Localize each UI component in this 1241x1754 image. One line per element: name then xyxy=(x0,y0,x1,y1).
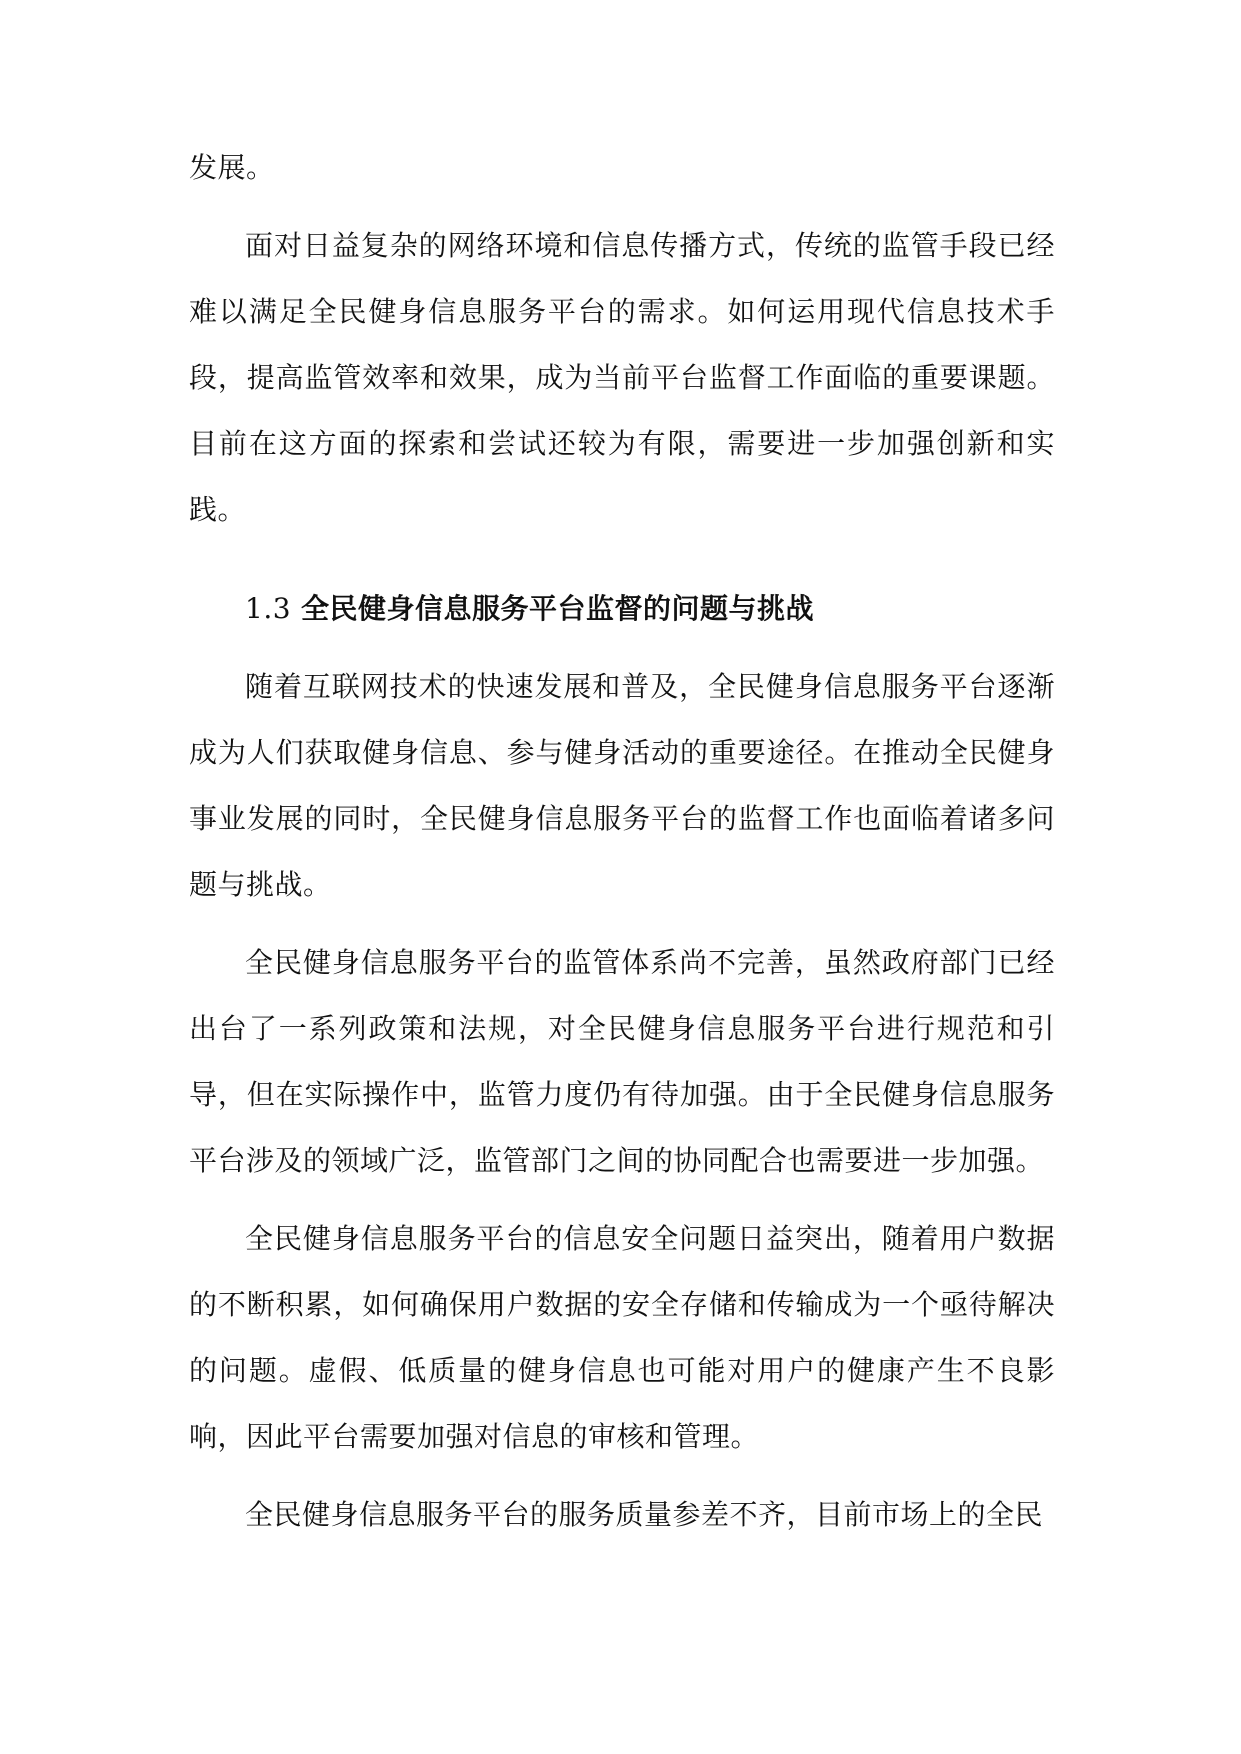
paragraph: 随着互联网技术的快速发展和普及，全民健身信息服务平台逐渐成为人们获取健身信息、参与健身活动的重要途径。在推动全民健身事业发展的同时，全民健身信息服务平台的监督工作也面临着诸多问题与挑战。 xyxy=(189,670,1055,901)
paragraph: 全民健身信息服务平台的监管体系尚不完善，虽然政府部门已经出台了一系列政策和法规，对全民健身信息服务平台进行规范和引导，但在实际操作中，监管力度仍有待加强。由于全民健身信息服务平台涉及的领域广泛，监管部门之间的协同配合也需要进一步加强。 xyxy=(189,946,1055,1177)
paragraph: 面对日益复杂的网络环境和信息传播方式，传统的监管手段已经难以满足全民健身信息服务平台的需求。如何运用现代信息技术手段，提高监管效率和效果，成为当前平台监督工作面临的重要课题。目前在这方面的探索和尝试还较为有限，需要进一步加强创新和实践。 xyxy=(189,229,1055,526)
document-body xyxy=(189,135,1055,1548)
section-heading xyxy=(189,576,1055,642)
section-title: 全民健身信息服务平台监督的问题与挑战 xyxy=(301,592,815,625)
paragraph: 全民健身信息服务平台的信息安全问题日益突出，随着用户数据的不断积累，如何确保用户数据的安全存储和传输成为一个亟待解决的问题。虚假、低质量的健身信息也可能对用户的健康产生不良影响，因此平台需要加强对信息的审核和管理。 xyxy=(189,1222,1055,1453)
paragraph-continued: 发展。 xyxy=(189,151,275,184)
paragraph: 全民健身信息服务平台的服务质量参差不齐，目前市场上的全民 xyxy=(245,1498,1044,1531)
section-number: 1.3 xyxy=(245,592,292,625)
